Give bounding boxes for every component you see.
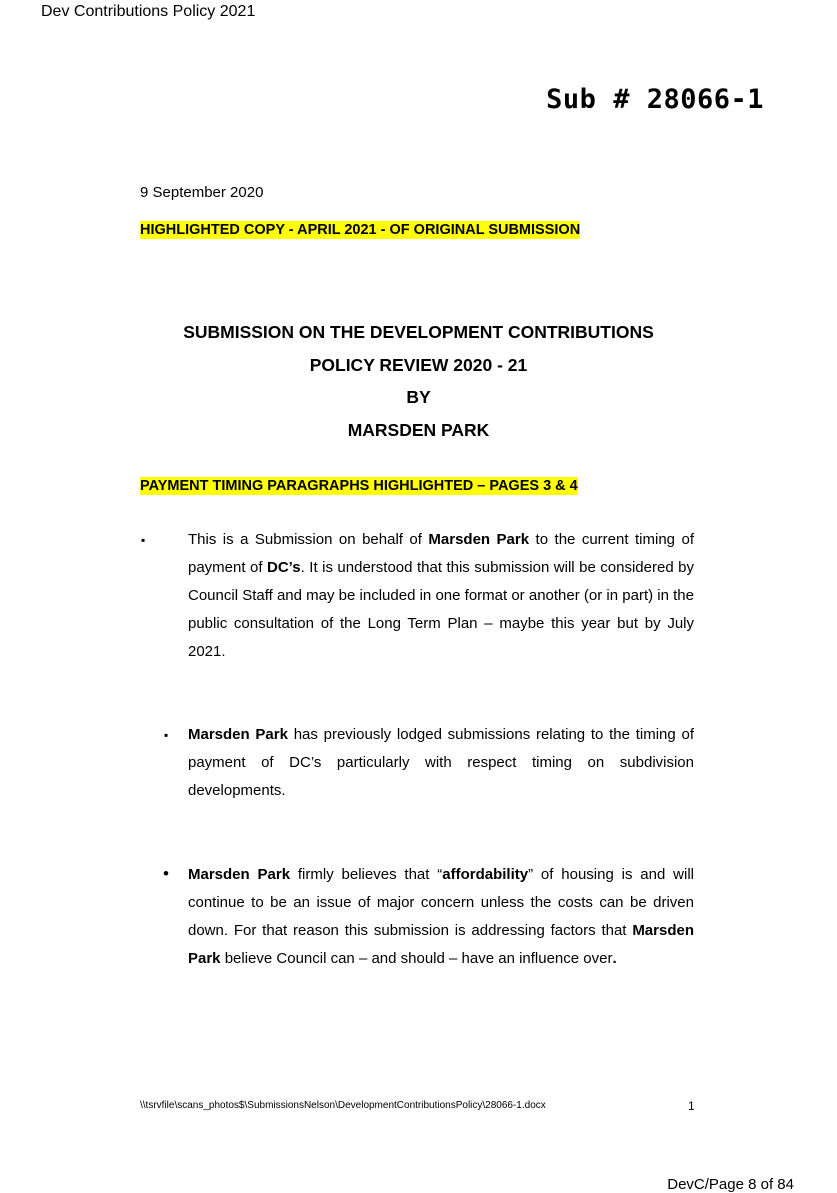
square-bullet-icon: ▪: [141, 533, 146, 547]
footer-page-number: 1: [688, 1099, 695, 1113]
footer-file-path: \\tsrvfile\scans_photos$\SubmissionsNelson\DevelopmentContributionsPolicy\28066-1.docx: [140, 1100, 546, 1111]
highlight-payment-notice: PAYMENT TIMING PARAGRAPHS HIGHLIGHTED – PAGES 3 & 4: [140, 478, 578, 494]
page-label: DevC/Page 8 of 84: [667, 1176, 794, 1193]
title-line-1: SUBMISSION ON THE DEVELOPMENT CONTRIBUTIONS: [183, 322, 654, 342]
title-line-2: POLICY REVIEW 2020 - 21: [309, 354, 528, 375]
bullet-paragraph-1: This is a Submission on behalf of Marsden Park to the current timing of payment of DC’s. It is understood that this submission will be considered by Council Staff and may be included in one format or another (or in part) in the public consultation of the Long Term Plan – maybe this year but by July 2021.: [188, 531, 694, 660]
title-line-3: BY: [406, 387, 431, 407]
bullet-paragraph-2: Marsden Park has previously lodged submissions relating to the timing of payment of DC’s particularly with respect timing on subdivision developments.: [188, 726, 694, 799]
highlight-copy-notice: HIGHLIGHTED COPY - APRIL 2021 - OF ORIGINAL SUBMISSION: [140, 222, 581, 238]
title-line-4: MARSDEN PARK: [347, 419, 490, 440]
submission-number: Sub # 28066-1: [546, 84, 764, 115]
square-bullet-icon: ▪: [164, 728, 169, 742]
round-bullet-icon: •: [163, 864, 169, 883]
bullet-paragraph-3: Marsden Park firmly believes that “affordability” of housing is and will continue to be an issue of major concern unless the costs can be driven down. For that reason this submission is addressing factors that Marsden Park believe Council can – and should – have an influence over.: [188, 866, 694, 967]
submission-date: 9 September 2020: [140, 184, 264, 201]
document-title: [0, 316, 837, 446]
header-title: Dev Contributions Policy 2021: [41, 3, 256, 20]
